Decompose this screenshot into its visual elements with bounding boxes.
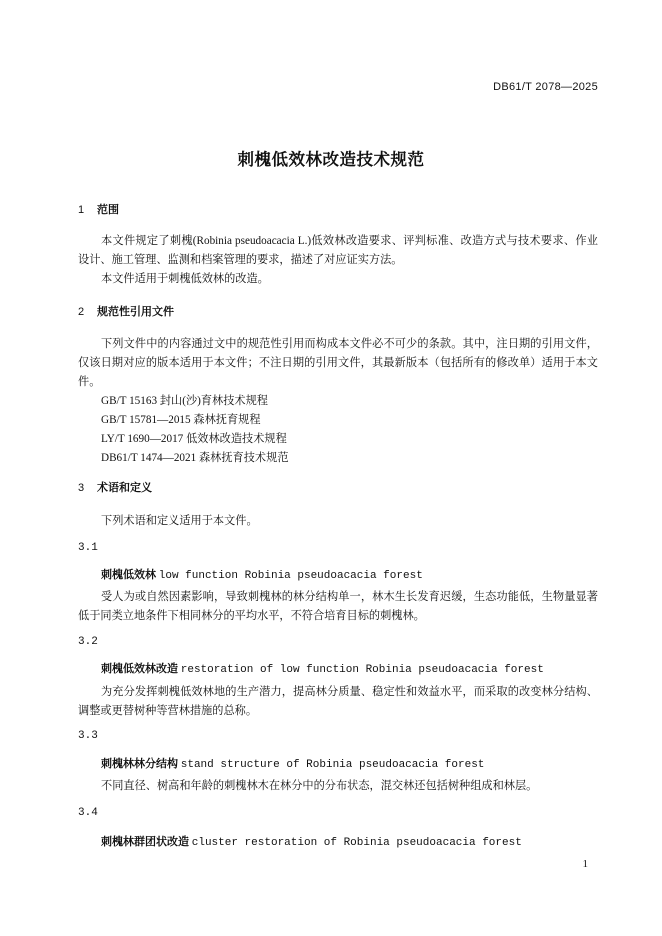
term-zh: 刺槐林群团状改造 <box>101 835 189 848</box>
term-zh: 刺槐林林分结构 <box>101 757 178 770</box>
term-definition: 受人为或自然因素影响，导致刺槐林的林分结构单一，林木生长发育迟缓，生态功能低，生物量显著低于同类立地条件下相同林分的平均水平，不符合培育目标的刺槐林。 <box>78 591 598 622</box>
section-title: 规范性引用文件 <box>97 305 174 318</box>
normative-refs-intro: 下列文件中的内容通过文中的规范性引用而构成本文件必不可少的条款。其中，注日期的引用文件，仅该日期对应的版本适用于本文件；不注日期的引用文件，其最新版本（包括所有的修改单）适用于本文件。 <box>78 338 598 388</box>
terms-intro: 下列术语和定义适用于本文件。 <box>101 515 258 527</box>
term-number: 3.4 <box>78 807 98 819</box>
term-en: cluster restoration of Robinia pseudoacacia forest <box>191 837 522 849</box>
term-number: 3.1 <box>78 542 98 554</box>
term-definition: 不同直径、树高和年龄的刺槐林木在林分中的分布状态，混交林还包括树种组成和林层。 <box>101 780 538 792</box>
scope-applicability: 本文件适用于刺槐低效林的改造。 <box>101 273 269 285</box>
term-zh: 刺槐低效林改造 <box>101 662 178 675</box>
reference-item: GB/T 15781—2015 森林抚育规程 <box>101 414 261 426</box>
section-title: 范围 <box>97 203 119 216</box>
term-heading <box>101 755 484 771</box>
term-heading <box>101 660 544 676</box>
section-number: 3 <box>78 482 85 494</box>
term-heading <box>101 566 423 582</box>
section-heading-terms <box>78 479 152 495</box>
term-en: stand structure of Robinia pseudoacacia forest <box>180 759 485 771</box>
reference-item: DB61/T 1474—2021 森林抚育技术规范 <box>101 452 289 464</box>
document-title: 刺槐低效林改造技术规范 <box>237 150 425 169</box>
section-heading-scope <box>78 201 119 217</box>
section-title: 术语和定义 <box>97 481 152 494</box>
page-number: 1 <box>582 858 588 870</box>
reference-item: LY/T 1690—2017 低效林改造技术规程 <box>101 433 287 445</box>
scope-paragraph: 本文件规定了刺槐(Robinia pseudoacacia L.)低效林改造要求、评判标准、改造方式与技术要求、作业设计、施工管理、监测和档案管理的要求，描述了对应证实方法。 <box>78 235 598 266</box>
term-zh: 刺槐低效林 <box>101 568 156 581</box>
standard-number: DB61/T 2078—2025 <box>493 81 598 93</box>
reference-item: GB/T 15163 封山(沙)育林技术规程 <box>101 395 268 407</box>
term-number: 3.3 <box>78 730 98 742</box>
term-en: restoration of low function Robinia pseudoacacia forest <box>180 664 544 676</box>
term-heading <box>101 833 522 849</box>
term-en: low function Robinia pseudoacacia forest <box>158 570 423 582</box>
term-number: 3.2 <box>78 636 98 648</box>
section-number: 1 <box>78 204 85 216</box>
term-definition: 为充分发挥刺槐低效林地的生产潜力，提高林分质量、稳定性和效益水平，而采取的改变林分结构、调整或更替树种等营林措施的总称。 <box>78 686 598 717</box>
section-number: 2 <box>78 306 85 318</box>
section-heading-normative-refs <box>78 303 174 319</box>
